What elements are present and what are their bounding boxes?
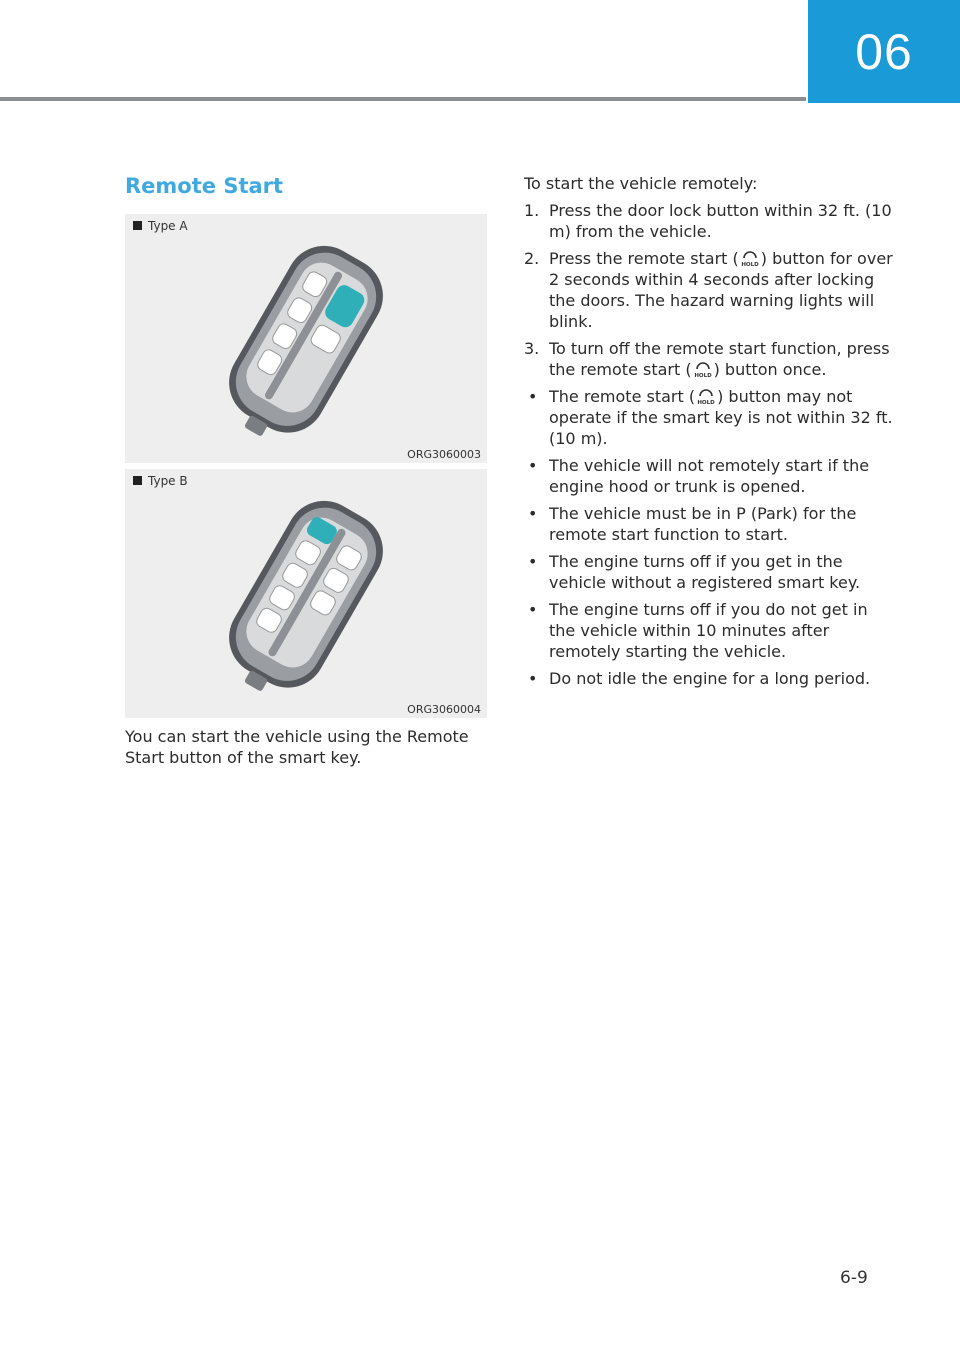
svg-text:HOLD: HOLD — [741, 262, 759, 267]
step-number: 2. — [524, 249, 540, 268]
svg-text:HOLD: HOLD — [697, 400, 715, 405]
svg-text:HOLD: HOLD — [693, 373, 712, 378]
step-item: 2. Press the remote start ( HOLD ) button for over 2 seconds within 4 seconds after locking the doors. The hazard warning lights will blink. — [524, 249, 893, 331]
bullet-item: • The remote start ( HOLD ) button may not operate if the smart key is not within 32 ft. (10 m). — [528, 387, 893, 448]
bullet-item: • The vehicle must be in P (Park) for the remote start function to start. — [528, 504, 857, 544]
bullet-item: • Do not idle the engine for a long period. — [528, 669, 871, 688]
section-title: Remote Start — [125, 174, 284, 198]
bullet-icon: • — [528, 456, 538, 475]
bullet-icon: • — [528, 669, 538, 688]
chapter-tab: 06 — [808, 0, 960, 103]
bullet-icon: • — [528, 552, 538, 571]
step-text: Press the door lock button within 32 ft. (10 m) from the vehicle. — [549, 201, 892, 241]
bullet-item: • The engine turns off if you do not get in the vehicle within 10 minutes after remotely starting the vehicle. — [528, 600, 868, 661]
figure-type-a — [125, 214, 487, 463]
square-marker-icon — [133, 476, 142, 485]
step-number: 1. — [524, 201, 540, 220]
remote-start-hold-icon — [740, 249, 760, 267]
figure-type-label: Type B — [133, 474, 188, 488]
bullet-icon: • — [528, 504, 538, 523]
figure-type-b — [125, 469, 487, 718]
step-number: 3. — [524, 339, 540, 358]
figure-code: ORG3060003 — [407, 448, 481, 461]
page-number: 6-9 — [840, 1268, 868, 1288]
right-column — [524, 173, 894, 695]
left-column — [125, 170, 487, 768]
smart-key-type-a-image — [185, 236, 425, 446]
figure-code: ORG3060004 — [407, 703, 481, 716]
intro-paragraph: You can start the vehicle using the Remote Start button of the smart key. — [125, 727, 469, 767]
instructions-lead: To start the vehicle remotely: — [524, 174, 758, 193]
remote-start-hold-icon — [696, 387, 716, 405]
smart-key-type-b-image — [185, 491, 425, 701]
step-item — [524, 200, 894, 242]
square-marker-icon — [133, 221, 142, 230]
bullet-item: • The vehicle will not remotely start if the engine hood or trunk is opened. — [528, 456, 870, 496]
figure-type-label: Type A — [133, 219, 188, 233]
header-rule — [0, 97, 806, 101]
remote-start-hold-icon — [693, 360, 713, 378]
bullet-icon: • — [528, 387, 538, 406]
bullet-item: • The engine turns off if you get in the vehicle without a registered smart key. — [528, 552, 861, 592]
bullet-icon: • — [528, 600, 538, 619]
step-item: 3. To turn off the remote start function, press the remote start ( HOLD ) button once. — [524, 339, 890, 379]
